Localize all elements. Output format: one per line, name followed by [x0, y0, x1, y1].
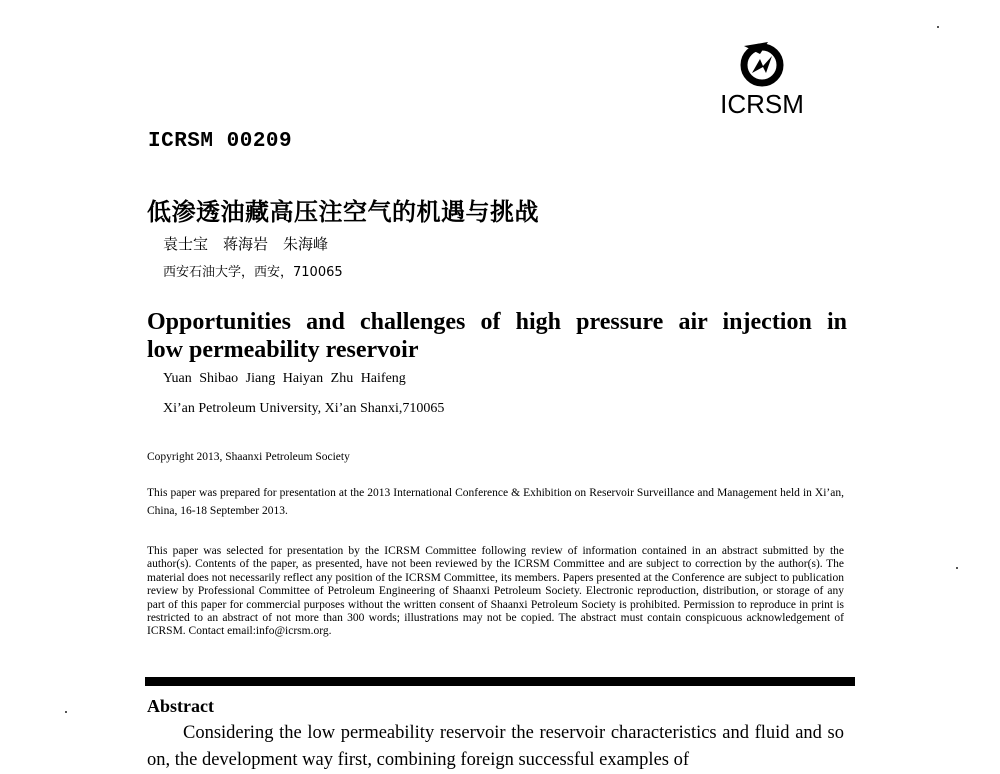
- english-title: [147, 308, 847, 364]
- chinese-authors: 袁士宝 蒋海岩 朱海峰: [163, 235, 329, 253]
- icrsm-logo: [712, 40, 812, 140]
- scan-speck: [65, 711, 67, 713]
- scan-speck: [937, 26, 939, 28]
- copyright-line: Copyright 2013, Shaanxi Petroleum Society: [147, 451, 350, 463]
- icrsm-emblem-icon: [738, 40, 786, 88]
- abstract-body: Considering the low permeability reservoir the reservoir characteristics and fluid and so on, the development way first, combining foreign successful examples of: [147, 723, 844, 770]
- review-notice: This paper was selected for presentation by the ICRSM Committee following review of information contained in an abstract submitted by the author(s). Contents of the paper, as presented, have not been reviewed by the ICRSM Committee and are subject to correction by the author(s). The material does not necessarily reflect any position of the ICRSM Committee, its members. Papers presented at the Conference are subject to publication review by Professional Committee of Petroleum Engineering of Shaanxi Petroleum Society. Electronic reproduction, distribution, or storage of any part of this paper for commercial purposes without the written consent of Shaanxi Petroleum Society is prohibited. Permission to reproduce in print is restricted to an abstract of not more than 300 words; illustrations may not be copied. The abstract must contain conspicuous acknowledgement of ICRSM. Contact email:info@icrsm.org.: [147, 545, 844, 638]
- english-affiliation: Xi’an Petroleum University, Xi’an Shanxi,710065: [163, 401, 445, 416]
- chinese-title: 低渗透油藏高压注空气的机遇与挑战: [147, 198, 539, 226]
- english-title-line-1: Opportunities and challenges of high pressure air injection in: [147, 309, 847, 335]
- chinese-affiliation: 西安石油大学，西安，710065: [163, 265, 343, 280]
- prepared-note: This paper was prepared for presentation at the 2013 International Conference & Exhibition on Reservoir Surveillance and Management held in Xi’an, China, 16-18 September 2013.: [147, 487, 844, 517]
- english-title-line-2: low permeability reservoir: [147, 337, 419, 363]
- english-authors: Yuan Shibao Jiang Haiyan Zhu Haifeng: [163, 371, 406, 386]
- section-divider: [145, 677, 855, 686]
- paper-id: ICRSM 00209: [148, 130, 293, 153]
- logo-text: ICRSM: [720, 89, 804, 119]
- scan-speck: [956, 567, 958, 569]
- abstract-heading: Abstract: [147, 696, 214, 716]
